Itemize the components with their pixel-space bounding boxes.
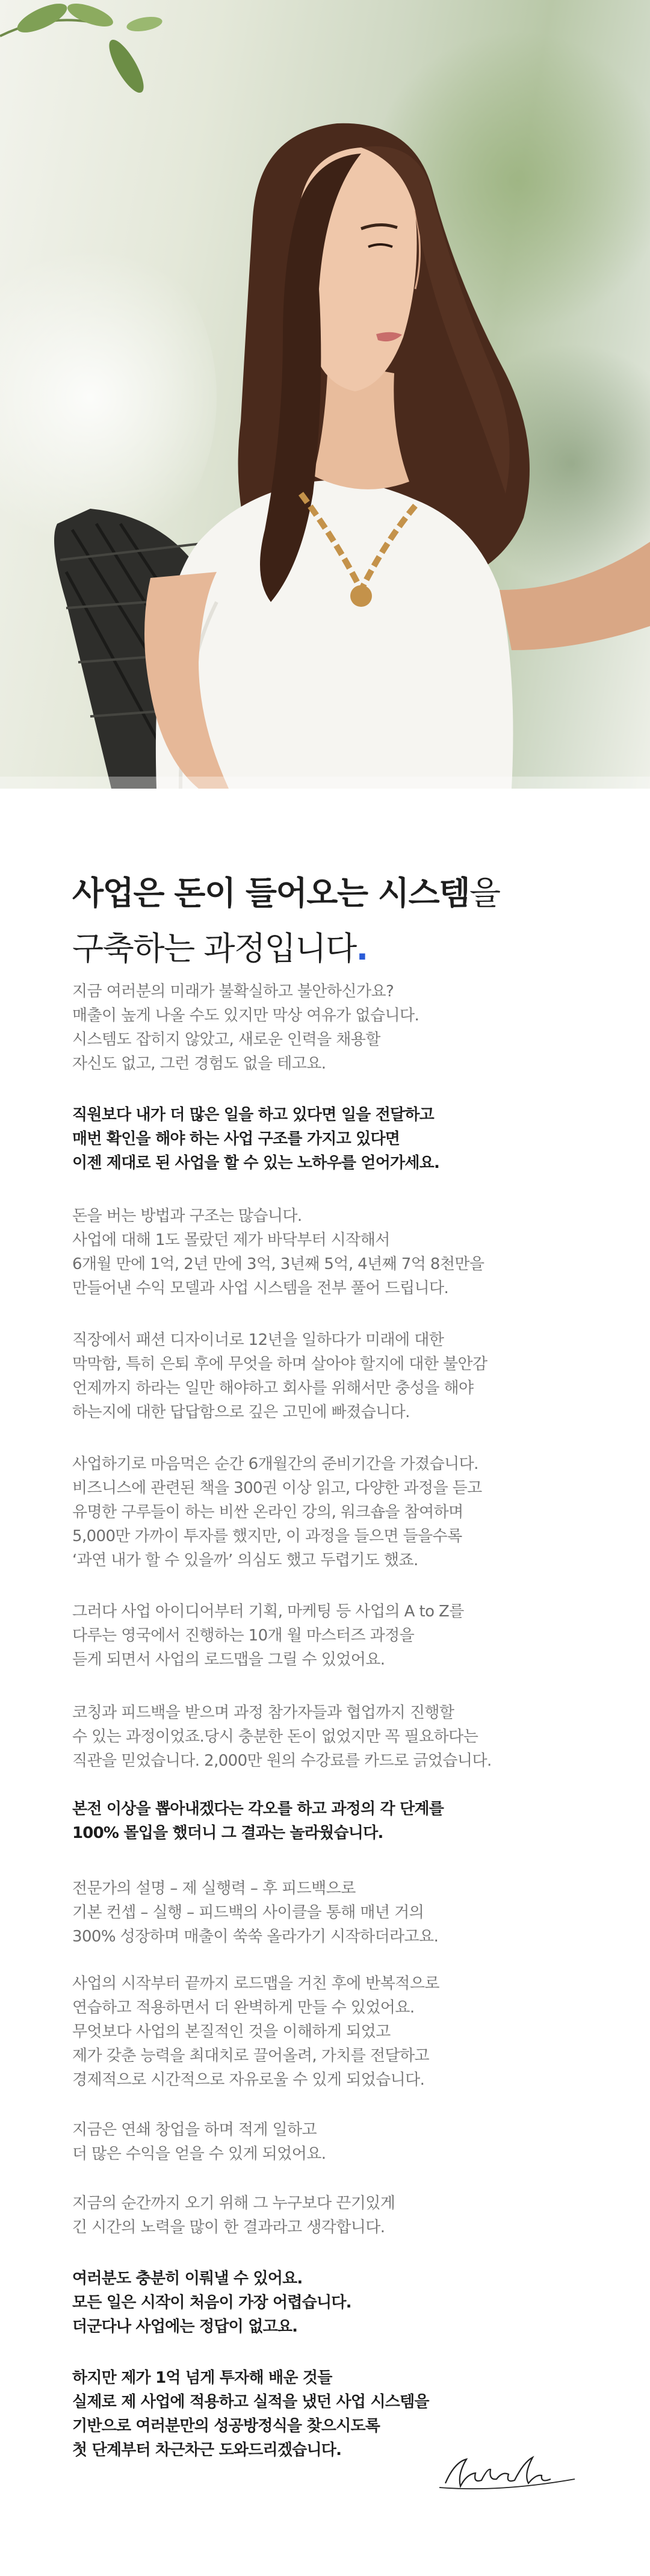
paragraph-11: 지금은 연쇄 창업을 하며 적게 일하고 더 많은 수익을 얻을 수 있게 되었어요.: [72, 2121, 326, 2163]
headline-accent-dot: .: [356, 930, 368, 967]
paragraph-14-emphasis: 하지만 제가 1억 넘게 투자해 배운 것들 실제로 제 사업에 적용하고 실적을 냈던 사업 시스템을 기반으로 여러분만의 성공방정식을 찾으시도록 첫 단계부터 차근차근 도와드리겠습니다.: [72, 2369, 429, 2459]
hero-photo: [0, 0, 650, 789]
intro-section: [0, 789, 650, 2576]
paragraph-3: 돈을 버는 방법과 구조는 많습니다. 사업에 대해 1도 몰랐던 제가 바닥부터 시작해서 6개월 만에 1억, 2년 만에 3억, 3년째 5억, 4년째 7억 8천만을 만들어낸 수익 모델과 사업 시스템을 전부 풀어 드립니다.: [72, 1207, 484, 1297]
paragraph-9: 전문가의 설명 – 제 실행력 – 후 피드백으로 기본 컨셉 – 실행 – 피드백의 사이클을 통해 매년 거의 300% 성장하며 매출이 쑥쑥 올라가기 시작하더라고요.: [72, 1879, 439, 1946]
headline-bold: 사업은 돈이 들어오는 시스템: [72, 874, 469, 912]
headline-line2: 구축하는 과정입니다: [72, 930, 356, 967]
paragraph-10: 사업의 시작부터 끝까지 로드맵을 거친 후에 반복적으로 연습하고 적용하면서 더 완벽하게 만들 수 있었어요. 무엇보다 사업의 본질적인 것을 이해하게 되었고 제가 갖춘 능력을 최대치로 끌어올려, 가치를 전달하고 경제적으로 시간적으로 자유로울 수 있게 되었습니다.: [72, 1975, 439, 2089]
paragraph-13-emphasis: 여러분도 충분히 이뤄낼 수 있어요. 모든 일은 시작이 처음이 가장 어렵습니다. 더군다나 사업에는 정답이 없고요.: [72, 2270, 351, 2336]
paragraph-8-emphasis: 본전 이상을 뽑아내겠다는 각오를 하고 과정의 각 단계를 100% 몰입을 했더니 그 결과는 놀라웠습니다.: [72, 1800, 444, 1842]
paragraph-1: 지금 여러분의 미래가 불확실하고 불안하신가요? 매출이 높게 나올 수도 있지만 막상 여유가 없습니다. 시스템도 잡히지 않았고, 새로운 인력을 채용할 자신도 없고, 그런 경험도 없을 테고요.: [72, 982, 419, 1073]
headline: [72, 866, 500, 976]
paragraph-7: 코칭과 피드백을 받으며 과정 참가자들과 협업까지 진행할 수 있는 과정이었죠.당시 충분한 돈이 없었지만 꼭 필요하다는 직관을 믿었습니다. 2,000만 원의 수강료를 카드로 긁었습니다.: [72, 1704, 492, 1770]
signature-image: [433, 2450, 584, 2498]
paragraph-4: 직장에서 패션 디자이너로 12년을 일하다가 미래에 대한 막막함, 특히 은퇴 후에 무엇을 하며 살아야 할지에 대한 불안감 언제까지 하라는 일만 해야하고 회사를 위해서만 충성을 해야 하는지에 대한 답답함으로 깊은 고민에 빠졌습니다.: [72, 1331, 488, 1421]
paragraph-2-emphasis: 직원보다 내가 더 많은 일을 하고 있다면 일을 전달하고 매번 확인을 해야 하는 사업 구조를 가지고 있다면 이젠 제대로 된 사업을 할 수 있는 노하우를 얻어가세요.: [72, 1106, 440, 1172]
headline-bold-suffix: 을: [469, 874, 500, 912]
paragraph-5: 사업하기로 마음먹은 순간 6개월간의 준비기간을 가졌습니다. 비즈니스에 관련된 책을 300권 이상 읽고, 다양한 과정을 듣고 유명한 구루들이 하는 비싼 온라인 강의, 워크숍을 참여하며 5,000만 가까이 투자를 했지만, 이 과정을 들으면 들을수록 ‘과연 내가 할 수 있을까’ 의심도 했고 두렵기도 했죠.: [72, 1455, 482, 1569]
paragraph-6: 그러다 사업 아이디어부터 기획, 마케팅 등 사업의 A to Z를 다루는 영국에서 진행하는 10개 월 마스터즈 과정을 듣게 되면서 사업의 로드맵을 그릴 수 있었어요.: [72, 1603, 464, 1669]
woman-portrait-illustration: [0, 0, 650, 789]
paragraph-12: 지금의 순간까지 오기 위해 그 누구보다 끈기있게 긴 시간의 노력을 많이 한 결과라고 생각합니다.: [72, 2194, 395, 2236]
